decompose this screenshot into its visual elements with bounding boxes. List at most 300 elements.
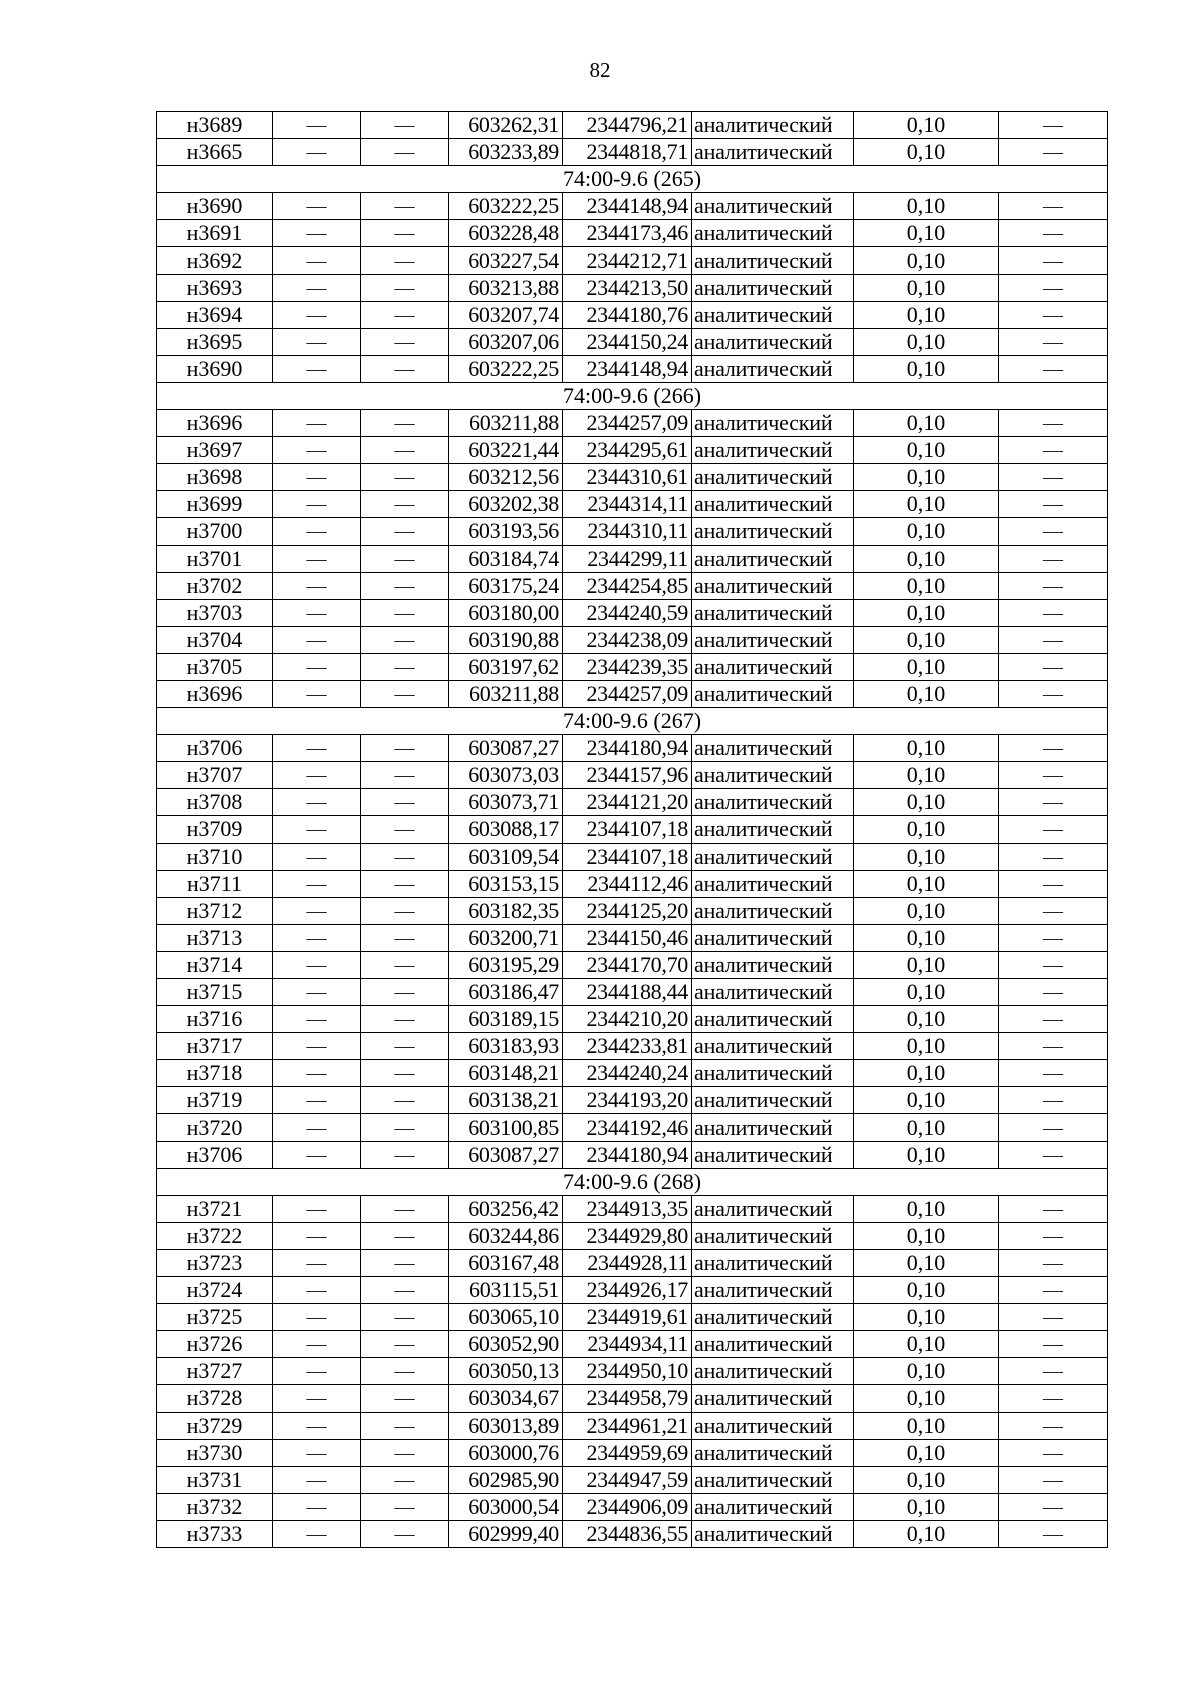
point-id-cell: н3689 [157,112,273,139]
dash-cell: — [361,1249,449,1276]
point-id-cell: н3690 [157,355,273,382]
y-coordinate-cell: 2344919,61 [563,1304,692,1331]
accuracy-cell: 0,10 [854,816,999,843]
table-row [157,1222,1108,1249]
dash-cell: — [273,680,361,707]
point-id-cell: н3714 [157,951,273,978]
x-coordinate-cell: 603202,38 [449,491,563,518]
point-id-cell: н3705 [157,653,273,680]
dash-cell: — [999,139,1108,166]
method-cell: аналитический [692,1466,854,1493]
table-row [157,1412,1108,1439]
dash-cell: — [999,1520,1108,1547]
dash-cell: — [999,112,1108,139]
section-label: 74:00-9.6 (265) [157,166,1108,193]
coordinates-table [156,111,1108,1548]
method-cell: аналитический [692,1385,854,1412]
y-coordinate-cell: 2344150,24 [563,328,692,355]
dash-cell: — [273,1249,361,1276]
method-cell: аналитический [692,437,854,464]
x-coordinate-cell: 603000,54 [449,1493,563,1520]
dash-cell: — [999,1141,1108,1168]
accuracy-cell: 0,10 [854,653,999,680]
dash-cell: — [999,1358,1108,1385]
dash-cell: — [361,1385,449,1412]
x-coordinate-cell: 603233,89 [449,139,563,166]
y-coordinate-cell: 2344238,09 [563,626,692,653]
table-row [157,247,1108,274]
dash-cell: — [999,355,1108,382]
dash-cell: — [273,1060,361,1087]
table-row [157,735,1108,762]
dash-cell: — [361,1358,449,1385]
x-coordinate-cell: 603244,86 [449,1222,563,1249]
accuracy-cell: 0,10 [854,410,999,437]
y-coordinate-cell: 2344929,80 [563,1222,692,1249]
accuracy-cell: 0,10 [854,328,999,355]
table-row [157,653,1108,680]
x-coordinate-cell: 603148,21 [449,1060,563,1087]
accuracy-cell: 0,10 [854,1033,999,1060]
dash-cell: — [361,1520,449,1547]
point-id-cell: н3718 [157,1060,273,1087]
y-coordinate-cell: 2344818,71 [563,139,692,166]
accuracy-cell: 0,10 [854,1520,999,1547]
dash-cell: — [361,735,449,762]
accuracy-cell: 0,10 [854,1087,999,1114]
point-id-cell: н3720 [157,1114,273,1141]
accuracy-cell: 0,10 [854,924,999,951]
x-coordinate-cell: 603182,35 [449,897,563,924]
point-id-cell: н3696 [157,680,273,707]
x-coordinate-cell: 603211,88 [449,680,563,707]
dash-cell: — [999,1249,1108,1276]
x-coordinate-cell: 603073,03 [449,762,563,789]
dash-cell: — [361,491,449,518]
accuracy-cell: 0,10 [854,762,999,789]
dash-cell: — [999,301,1108,328]
dash-cell: — [361,1033,449,1060]
method-cell: аналитический [692,870,854,897]
dash-cell: — [361,979,449,1006]
x-coordinate-cell: 603087,27 [449,1141,563,1168]
accuracy-cell: 0,10 [854,491,999,518]
accuracy-cell: 0,10 [854,951,999,978]
accuracy-cell: 0,10 [854,1358,999,1385]
y-coordinate-cell: 2344934,11 [563,1331,692,1358]
dash-cell: — [999,1493,1108,1520]
accuracy-cell: 0,10 [854,870,999,897]
accuracy-cell: 0,10 [854,897,999,924]
dash-cell: — [999,1331,1108,1358]
table-row [157,1385,1108,1412]
x-coordinate-cell: 603207,06 [449,328,563,355]
dash-cell: — [999,924,1108,951]
point-id-cell: н3692 [157,247,273,274]
accuracy-cell: 0,10 [854,1195,999,1222]
method-cell: аналитический [692,1060,854,1087]
point-id-cell: н3691 [157,220,273,247]
accuracy-cell: 0,10 [854,1439,999,1466]
point-id-cell: н3725 [157,1304,273,1331]
dash-cell: — [273,951,361,978]
accuracy-cell: 0,10 [854,1006,999,1033]
accuracy-cell: 0,10 [854,274,999,301]
dash-cell: — [273,816,361,843]
method-cell: аналитический [692,572,854,599]
table-row [157,545,1108,572]
accuracy-cell: 0,10 [854,680,999,707]
dash-cell: — [999,1385,1108,1412]
y-coordinate-cell: 2344173,46 [563,220,692,247]
point-id-cell: н3722 [157,1222,273,1249]
table-row [157,843,1108,870]
dash-cell: — [273,897,361,924]
y-coordinate-cell: 2344959,69 [563,1439,692,1466]
section-label: 74:00-9.6 (267) [157,708,1108,735]
dash-cell: — [273,1006,361,1033]
x-coordinate-cell: 603087,27 [449,735,563,762]
dash-cell: — [273,979,361,1006]
dash-cell: — [273,1277,361,1304]
point-id-cell: н3706 [157,1141,273,1168]
accuracy-cell: 0,10 [854,355,999,382]
dash-cell: — [273,1358,361,1385]
method-cell: аналитический [692,599,854,626]
y-coordinate-cell: 2344107,18 [563,843,692,870]
dash-cell: — [361,410,449,437]
accuracy-cell: 0,10 [854,112,999,139]
method-cell: аналитический [692,220,854,247]
x-coordinate-cell: 603167,48 [449,1249,563,1276]
method-cell: аналитический [692,112,854,139]
point-id-cell: н3723 [157,1249,273,1276]
method-cell: аналитический [692,680,854,707]
table-row [157,1358,1108,1385]
point-id-cell: н3731 [157,1466,273,1493]
y-coordinate-cell: 2344233,81 [563,1033,692,1060]
x-coordinate-cell: 603228,48 [449,220,563,247]
dash-cell: — [361,1114,449,1141]
dash-cell: — [999,979,1108,1006]
dash-cell: — [273,1304,361,1331]
dash-cell: — [273,112,361,139]
method-cell: аналитический [692,410,854,437]
accuracy-cell: 0,10 [854,1249,999,1276]
table-row [157,1033,1108,1060]
dash-cell: — [999,193,1108,220]
point-id-cell: н3712 [157,897,273,924]
method-cell: аналитический [692,464,854,491]
y-coordinate-cell: 2344107,18 [563,816,692,843]
point-id-cell: н3708 [157,789,273,816]
y-coordinate-cell: 2344125,20 [563,897,692,924]
method-cell: аналитический [692,1087,854,1114]
table-row [157,139,1108,166]
x-coordinate-cell: 603190,88 [449,626,563,653]
dash-cell: — [999,897,1108,924]
dash-cell: — [999,464,1108,491]
x-coordinate-cell: 603197,62 [449,653,563,680]
point-id-cell: н3695 [157,328,273,355]
dash-cell: — [273,599,361,626]
dash-cell: — [999,328,1108,355]
point-id-cell: н3694 [157,301,273,328]
dash-cell: — [999,1222,1108,1249]
y-coordinate-cell: 2344112,46 [563,870,692,897]
dash-cell: — [273,843,361,870]
dash-cell: — [273,545,361,572]
table-row [157,518,1108,545]
x-coordinate-cell: 603193,56 [449,518,563,545]
table-row [157,1249,1108,1276]
dash-cell: — [273,789,361,816]
point-id-cell: н3727 [157,1358,273,1385]
dash-cell: — [361,518,449,545]
dash-cell: — [273,924,361,951]
accuracy-cell: 0,10 [854,1412,999,1439]
table-row [157,1277,1108,1304]
method-cell: аналитический [692,1249,854,1276]
method-cell: аналитический [692,1358,854,1385]
point-id-cell: н3710 [157,843,273,870]
method-cell: аналитический [692,355,854,382]
dash-cell: — [273,1033,361,1060]
method-cell: аналитический [692,626,854,653]
dash-cell: — [999,572,1108,599]
point-id-cell: н3730 [157,1439,273,1466]
accuracy-cell: 0,10 [854,545,999,572]
y-coordinate-cell: 2344257,09 [563,680,692,707]
table-row [157,1304,1108,1331]
dash-cell: — [999,680,1108,707]
dash-cell: — [273,193,361,220]
dash-cell: — [999,1439,1108,1466]
accuracy-cell: 0,10 [854,572,999,599]
table-row [157,599,1108,626]
dash-cell: — [999,491,1108,518]
dash-cell: — [273,1141,361,1168]
dash-cell: — [361,247,449,274]
dash-cell: — [361,789,449,816]
dash-cell: — [999,1006,1108,1033]
table-row [157,1466,1108,1493]
y-coordinate-cell: 2344180,94 [563,735,692,762]
y-coordinate-cell: 2344947,59 [563,1466,692,1493]
y-coordinate-cell: 2344193,20 [563,1087,692,1114]
table-row [157,626,1108,653]
dash-cell: — [999,1412,1108,1439]
table-row [157,1114,1108,1141]
y-coordinate-cell: 2344836,55 [563,1520,692,1547]
x-coordinate-cell: 603227,54 [449,247,563,274]
x-coordinate-cell: 603189,15 [449,1006,563,1033]
dash-cell: — [361,951,449,978]
dash-cell: — [273,464,361,491]
y-coordinate-cell: 2344299,11 [563,545,692,572]
table-row [157,1493,1108,1520]
dash-cell: — [273,1087,361,1114]
dash-cell: — [361,464,449,491]
dash-cell: — [999,1087,1108,1114]
x-coordinate-cell: 603222,25 [449,193,563,220]
point-id-cell: н3702 [157,572,273,599]
dash-cell: — [273,653,361,680]
x-coordinate-cell: 602999,40 [449,1520,563,1547]
accuracy-cell: 0,10 [854,1114,999,1141]
accuracy-cell: 0,10 [854,1222,999,1249]
method-cell: аналитический [692,951,854,978]
x-coordinate-cell: 603183,93 [449,1033,563,1060]
table-row [157,193,1108,220]
dash-cell: — [361,680,449,707]
point-id-cell: н3724 [157,1277,273,1304]
table-row [157,1006,1108,1033]
x-coordinate-cell: 603115,51 [449,1277,563,1304]
dash-cell: — [273,1466,361,1493]
y-coordinate-cell: 2344310,11 [563,518,692,545]
accuracy-cell: 0,10 [854,301,999,328]
table-row [157,1060,1108,1087]
dash-cell: — [361,139,449,166]
y-coordinate-cell: 2344928,11 [563,1249,692,1276]
method-cell: аналитический [692,1114,854,1141]
method-cell: аналитический [692,816,854,843]
dash-cell: — [361,924,449,951]
y-coordinate-cell: 2344950,10 [563,1358,692,1385]
table-row [157,1195,1108,1222]
method-cell: аналитический [692,518,854,545]
point-id-cell: н3713 [157,924,273,951]
dash-cell: — [273,328,361,355]
table-row [157,1087,1108,1114]
table-row [157,1439,1108,1466]
accuracy-cell: 0,10 [854,437,999,464]
dash-cell: — [361,626,449,653]
point-id-cell: н3706 [157,735,273,762]
point-id-cell: н3709 [157,816,273,843]
method-cell: аналитический [692,1195,854,1222]
dash-cell: — [999,545,1108,572]
dash-cell: — [999,1060,1108,1087]
x-coordinate-cell: 603052,90 [449,1331,563,1358]
point-id-cell: н3701 [157,545,273,572]
y-coordinate-cell: 2344148,94 [563,355,692,382]
dash-cell: — [361,843,449,870]
method-cell: аналитический [692,762,854,789]
method-cell: аналитический [692,274,854,301]
dash-cell: — [361,1493,449,1520]
accuracy-cell: 0,10 [854,843,999,870]
accuracy-cell: 0,10 [854,735,999,762]
table-body [157,112,1108,1548]
dash-cell: — [361,301,449,328]
point-id-cell: н3726 [157,1331,273,1358]
table-row [157,301,1108,328]
dash-cell: — [999,1033,1108,1060]
y-coordinate-cell: 2344212,71 [563,247,692,274]
method-cell: аналитический [692,735,854,762]
table-row [157,816,1108,843]
method-cell: аналитический [692,1277,854,1304]
method-cell: аналитический [692,1304,854,1331]
table-row [157,274,1108,301]
x-coordinate-cell: 603213,88 [449,274,563,301]
dash-cell: — [273,1114,361,1141]
method-cell: аналитический [692,1331,854,1358]
accuracy-cell: 0,10 [854,193,999,220]
method-cell: аналитический [692,1493,854,1520]
table-row [157,680,1108,707]
point-id-cell: н3699 [157,491,273,518]
point-id-cell: н3728 [157,1385,273,1412]
point-id-cell: н3700 [157,518,273,545]
accuracy-cell: 0,10 [854,599,999,626]
dash-cell: — [273,572,361,599]
x-coordinate-cell: 603195,29 [449,951,563,978]
table-row [157,572,1108,599]
method-cell: аналитический [692,328,854,355]
point-id-cell: н3715 [157,979,273,1006]
dash-cell: — [273,274,361,301]
table-row [157,762,1108,789]
x-coordinate-cell: 603034,67 [449,1385,563,1412]
accuracy-cell: 0,10 [854,1331,999,1358]
dash-cell: — [361,328,449,355]
point-id-cell: н3733 [157,1520,273,1547]
dash-cell: — [273,355,361,382]
x-coordinate-cell: 603100,85 [449,1114,563,1141]
dash-cell: — [273,1412,361,1439]
method-cell: аналитический [692,491,854,518]
method-cell: аналитический [692,545,854,572]
dash-cell: — [273,1331,361,1358]
dash-cell: — [361,1412,449,1439]
point-id-cell: н3719 [157,1087,273,1114]
point-id-cell: н3711 [157,870,273,897]
table-row [157,328,1108,355]
table-row [157,355,1108,382]
dash-cell: — [361,1331,449,1358]
dash-cell: — [999,220,1108,247]
dash-cell: — [999,247,1108,274]
point-id-cell: н3716 [157,1006,273,1033]
dash-cell: — [999,735,1108,762]
dash-cell: — [273,762,361,789]
x-coordinate-cell: 603088,17 [449,816,563,843]
x-coordinate-cell: 603180,00 [449,599,563,626]
accuracy-cell: 0,10 [854,1466,999,1493]
method-cell: аналитический [692,301,854,328]
table-row [157,437,1108,464]
dash-cell: — [361,1006,449,1033]
y-coordinate-cell: 2344150,46 [563,924,692,951]
dash-cell: — [999,951,1108,978]
x-coordinate-cell: 603073,71 [449,789,563,816]
dash-cell: — [361,1304,449,1331]
dash-cell: — [361,572,449,599]
dash-cell: — [999,599,1108,626]
dash-cell: — [273,735,361,762]
dash-cell: — [999,437,1108,464]
point-id-cell: н3732 [157,1493,273,1520]
y-coordinate-cell: 2344240,24 [563,1060,692,1087]
point-id-cell: н3693 [157,274,273,301]
dash-cell: — [273,1222,361,1249]
point-id-cell: н3717 [157,1033,273,1060]
section-label: 74:00-9.6 (266) [157,382,1108,409]
method-cell: аналитический [692,1033,854,1060]
